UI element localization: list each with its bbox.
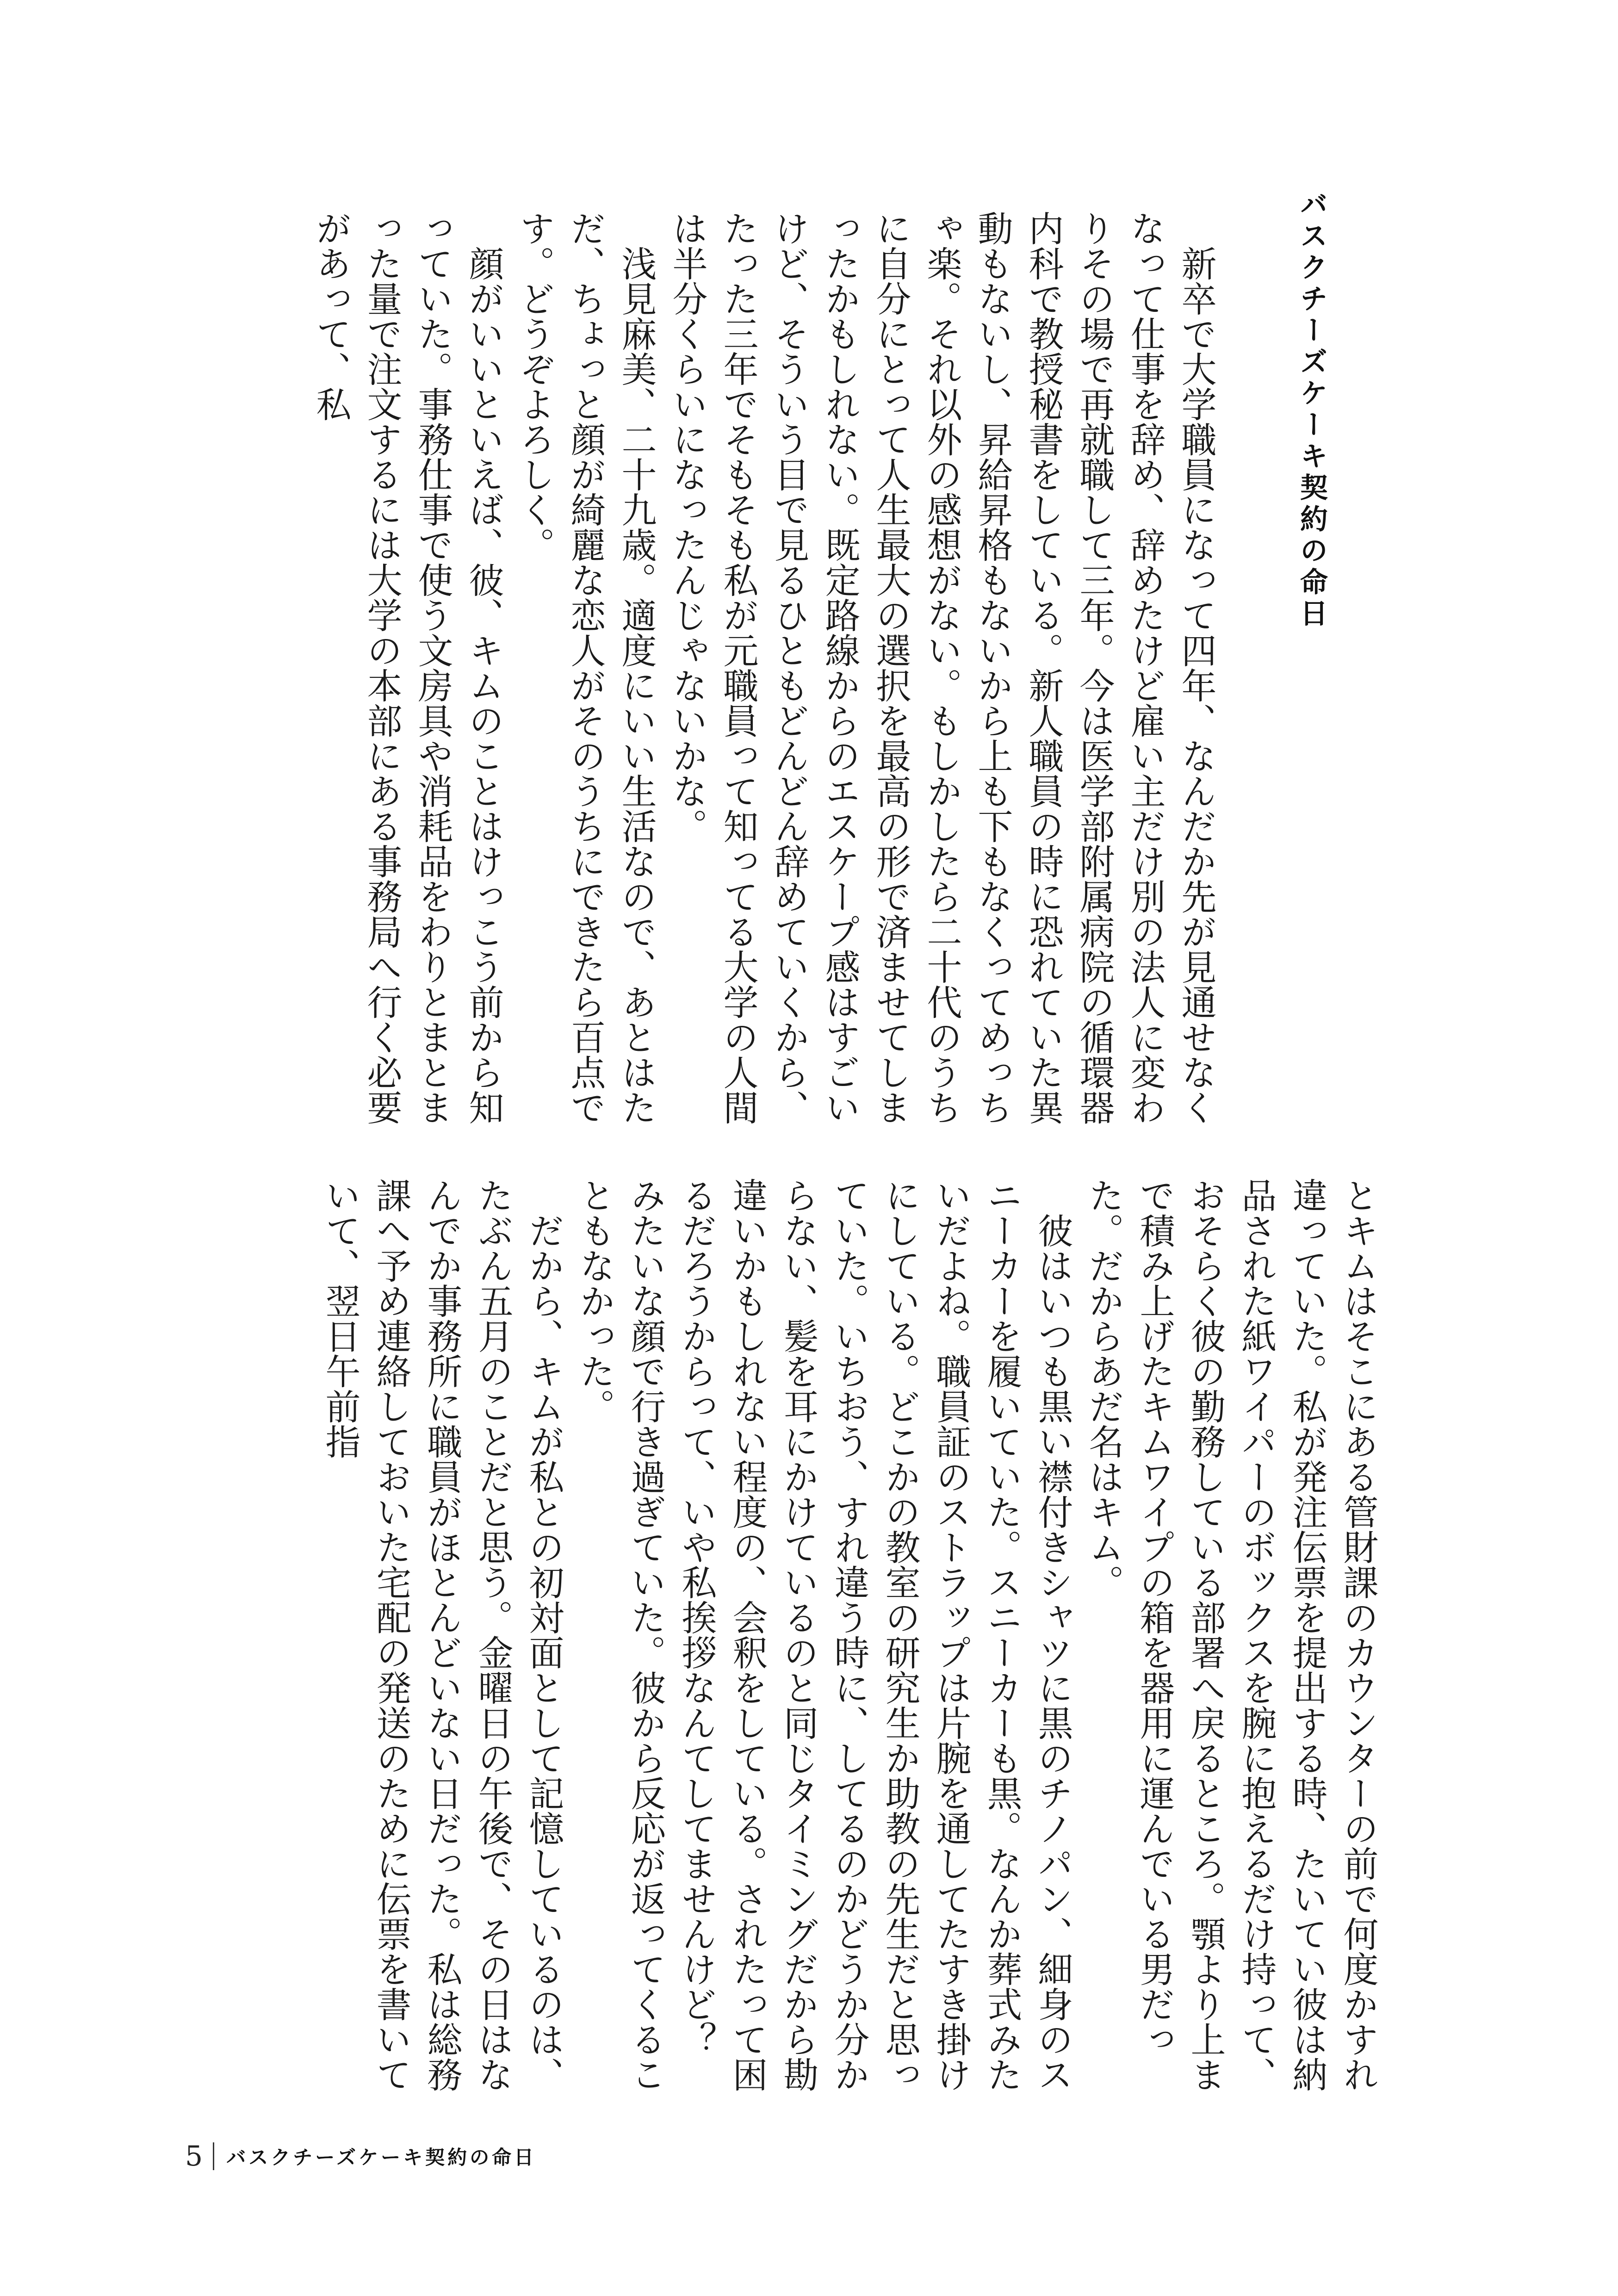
paragraph: 新卒で大学職員になって四年、なんだか先が見通せなくなって仕事を辞め、辞めたけど雇い主だけ別の法人に変わりその場で再就職して三年。今は医学部附属病院の循環器内科で教授秘書をしている。新人職員の時に恐れていた異動もないし、昇給昇格もないから上も下もなくってめっちゃ楽。それ以外の感想がない。もしかしたら二十代のうちに自分にとって人生最大の選択を最高の形で済ませてしまったかもしれない。既定路線からのエスケープ感はすごいけど、そういう目で見るひともどんどん辞めていくから、たった三年でそもそも私が元職員って知ってる大学の人間は半分くらいになったんじゃないかな。 bbox=[667, 211, 1217, 1125]
chapter-title: バスクチーズケーキ契約の命日 bbox=[1296, 190, 1328, 630]
paragraph: だから、キムが私との初対面として記憶しているのは、たぶん五月のことだと思う。金曜日の午後で、その日はなんでか事務所に職員がほとんどいない日だった。私は総務課へ予め連絡しておいた宅配の発送のために伝票を書いていて、翌日午前指 bbox=[320, 1178, 564, 2092]
paragraph: とキムはそこにある管財課のカウンターの前で何度かすれ違っていた。私が発注伝票を提出する時、たいてい彼は納品された紙ワイパーのボックスを腕に抱えるだけ持って、おそらく彼の勤務している部署へ戻るところ。顎より上まで積み上げたキムワイプの箱を器用に運んでいる男だった。だからあだ名はキム。 bbox=[1083, 1178, 1379, 2092]
paragraph: 彼はいつも黒い襟付きシャツに黒のチノパン、細身のスニーカーを履いていた。スニーカーも黒。なんか葬式みたいだよね。職員証のストラップは片腕を通してたすき掛けにしている。どこかの教室の研究生か助教の先生だと思っていた。いちおう、すれ違う時に、してるのかどうか分からない、髪を耳にかけているのと同じタイミングだから勘違いかもしれない程度の、会釈をしている。されたって困るだろうからって、いや私挨拶なんてしてませんけど？ みたいな顔で行き過ぎていた。彼から反応が返ってくることもなかった。 bbox=[574, 1178, 1073, 2092]
page-number: 5 bbox=[185, 2140, 203, 2172]
page-footer bbox=[185, 2138, 740, 2175]
paragraph: 浅見麻美、二十九歳。適度にいい生活なので、あとはただ、ちょっと顔が綺麗な恋人がそのうちにできたら百点です。どうぞよろしく。 bbox=[514, 211, 657, 1125]
text-block-bottom bbox=[241, 1178, 1383, 2103]
running-title: バスクチーズケーキ契約の命日 bbox=[226, 2146, 537, 2169]
paragraph: 顔がいいといえば、彼、キムのことはけっこう前から知っていた。事務仕事で使う文房具や消耗品をわりとまとまった量で注文するには大学の本部にある事務局へ行く必要があって、私 bbox=[310, 211, 504, 1125]
text-block-top bbox=[241, 211, 1221, 1131]
footer-divider bbox=[213, 2142, 214, 2170]
